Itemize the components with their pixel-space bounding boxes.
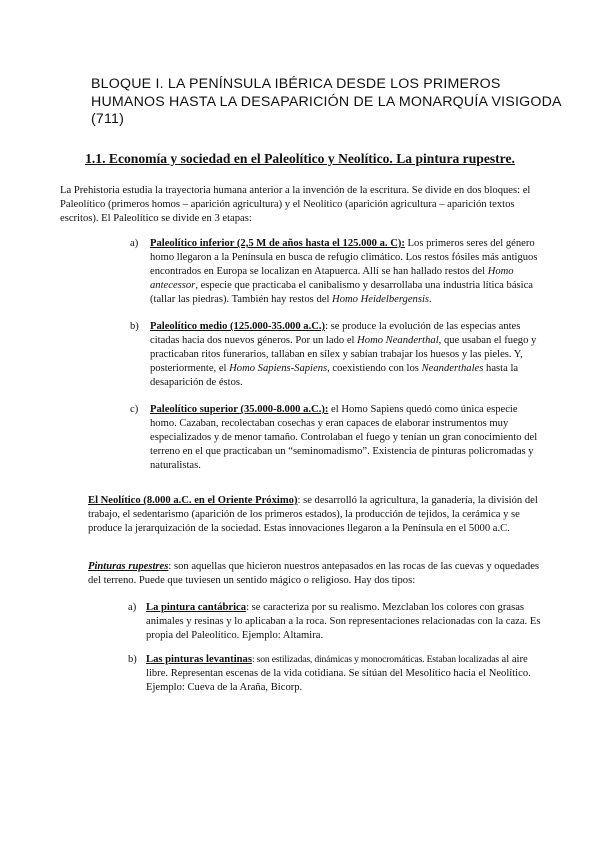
pinturas-paragraph: Pinturas rupestres: son aquellas que hicieron nuestros antepasados en las rocas de las cuevas y oquedades del terreno. Puede que tuviesen un sentido mágico o religioso. Hay dos tipos: [88, 561, 540, 587]
pinturas-marker-a: a) [128, 602, 137, 613]
pinturas-heading: Pinturas rupestres [88, 561, 169, 572]
list-marker-b: b) [130, 321, 139, 332]
list-marker-c: c) [130, 404, 139, 415]
homo-neanderthal-term: Homo Neanderthal [357, 335, 439, 347]
document-title: BLOQUE I. LA PENÍNSULA IBÉRICA DESDE LOS PRIMEROS HUMANOS HASTA LA DESAPARICIÓN DE LA MONARQUÍA VISIGODA (711) [91, 76, 561, 127]
neolitico-paragraph: El Neolítico (8.000 a.C. en el Oriente Próximo): se desarrolló la agricultura, la ganadería, la división del trabajo, el sedentarismo (aparición de los primeros estados), la producción de tejidos, la cerámica y se produce la jerarquización de la sociedad. Estas innovaciones llegaron a la Península en el 5000 a.C. [88, 495, 538, 535]
homo-heidelbergensis-term: Homo Heidelbergensis [332, 294, 430, 306]
list-item-paleolitico-inferior: Paleolítico inferior (2,5 M de años hasta el 125.000 a. C): Los primeros seres del género homo llegaron a la Península en busca de refugio climático. Los restos fósiles más antiguos encontrados en Europa se localizan en Atapuerca. Allí se han hallado restos del Homo antecessor, especie que practicaba el canibalismo y desarrollaba una industria lítica básica (tallar las piedras). También hay restos del Homo Heidelbergensis. [150, 238, 538, 306]
pintura-cantabrica-heading: La pintura cantábrica [146, 602, 247, 613]
section-heading: 1.1. Economía y sociedad en el Paleolítico y Neolítico. La pintura rupestre. [85, 151, 515, 166]
paleolitico-superior-heading: Paleolítico superior (35.000-8.000 a.C.): [150, 404, 329, 415]
pinturas-marker-b: b) [128, 654, 137, 665]
pinturas-levantinas-heading: Las pinturas levantinas [146, 654, 252, 665]
neanderthales-term: Neanderthales [421, 363, 484, 375]
intro-paragraph: La Prehistoria estudia la trayectoria humana anterior a la invención de la escritura. Se divide en dos bloques: el Paleolítico (primeros homos – aparición agricultura) y el Neolítico (aparición agricultura – aparición textos escritos). El Paleolítico se divide en 3 etapas: [60, 185, 531, 225]
neolitico-heading: El Neolítico (8.000 a.C. en el Oriente Próximo) [88, 495, 298, 506]
homo-sapiens-term: Homo Sapiens-Sapiens [229, 363, 328, 375]
paleolitico-inferior-heading: Paleolítico inferior (2,5 M de años hasta el 125.000 a. C): [150, 238, 405, 249]
list-item-paleolitico-superior: Paleolítico superior (35.000-8.000 a.C.): el Homo Sapiens quedó como única especie homo. Cazaban, recolectaban cosechas y eran capaces de elaborar instrumentos muy especializados y de menor tamaño. Controlaban el fuego y tenían un gran conocimiento del terreno en el que practicaban un “seminomadismo”. Existencia de pinturas policromadas y naturalistas. [150, 404, 538, 472]
homo-antecessor-term: Homo antecessor [150, 266, 514, 292]
list-marker-a: a) [130, 238, 139, 249]
list-item-pintura-cantabrica: La pintura cantábrica: se caracteriza por su realismo. Mezclaban los colores con grasas animales y resinas y lo aplicaban a la roca. Son representaciones relacionadas con la caza. Es propia del Paleolítico. Ejemplo: Altamira. [146, 602, 541, 642]
paleolitico-medio-heading: Paleolítico medio (125.000-35.000 a.C.) [150, 321, 326, 332]
list-item-pinturas-levantinas: Las pinturas levantinas: son estilizadas, dinámicas y monocromáticas. Estaban localizadas al aire libre. Representan escenas de la vida cotidiana. Se sitúan del Mesolítico hacia el Neolítico. Ejemplo: Cueva de la Araña, Bicorp. [146, 654, 531, 694]
list-item-paleolitico-medio: Paleolítico medio (125.000-35.000 a.C.): se produce la evolución de las especias antes citadas hacia dos nuevos géneros. Por un lado el Homo Neanderthal, que usaban el fuego y practicaban ritos funerarios, tallaban en sílex y sabían trabajar los huesos y las pieles. Y, posteriormente, el Homo Sapiens-Sapiens, coexistiendo con los Neanderthales hasta la desaparición de éstos. [150, 321, 537, 389]
